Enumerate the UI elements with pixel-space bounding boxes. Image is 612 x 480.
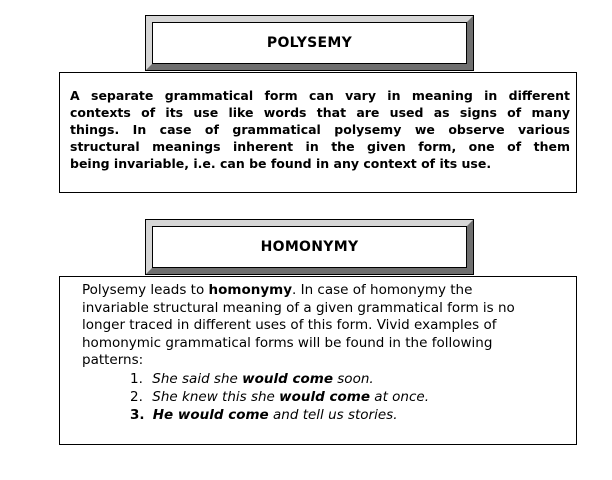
homonymy-title: HOMONYMY <box>260 239 359 255</box>
polysemy-paragraph <box>70 87 570 172</box>
list-item <box>82 388 552 406</box>
item-number: 1. <box>130 370 143 387</box>
polysemy-text-box <box>59 72 577 193</box>
item-text: She knew this she <box>148 388 280 405</box>
paragraph-line: things. In case of grammatical polysemy we observe various <box>70 122 570 137</box>
paragraph-line <box>82 282 552 300</box>
paragraph-line: patterns: <box>82 352 144 368</box>
polysemy-title-plate <box>146 16 473 70</box>
item-text: and tell us stories. <box>268 406 398 423</box>
paragraph-line: contexts of its use like words that are used as signs of many <box>70 105 570 120</box>
item-text: She said she <box>152 370 243 387</box>
item-number: 2. <box>130 388 143 405</box>
paragraph-line: longer traced in different uses of this form. Vivid examples of <box>82 317 497 333</box>
item-text: at once. <box>370 388 429 405</box>
term-homonymy: homonymy <box>208 282 293 298</box>
paragraph-line: invariable structural meaning of a given grammatical form is no <box>82 299 515 316</box>
item-bold: He would come <box>152 406 269 423</box>
list-item <box>82 406 552 424</box>
example-list <box>82 370 552 424</box>
homonymy-title-plate <box>146 220 473 274</box>
list-item <box>82 370 552 388</box>
item-text: soon. <box>332 370 374 387</box>
polysemy-title: POLYSEMY <box>266 35 353 51</box>
paragraph-line: being invariable, i.e. can be found in any context of its use. <box>70 156 492 171</box>
paragraph-line: A separate grammatical form can vary in meaning in different <box>70 88 570 103</box>
item-number: 3. <box>130 406 145 423</box>
homonymy-text-box <box>59 276 577 445</box>
homonymy-paragraph <box>82 282 552 424</box>
line-text: Polysemy leads to <box>82 282 209 298</box>
line-text: . In case of homonymy the <box>292 282 473 298</box>
item-bold: would come <box>242 370 333 387</box>
item-bold: would come <box>279 388 370 405</box>
paragraph-line: structural meanings inherent in the given form, one of them <box>70 139 570 154</box>
paragraph-line: homonymic grammatical forms will be found in the following <box>82 334 493 351</box>
